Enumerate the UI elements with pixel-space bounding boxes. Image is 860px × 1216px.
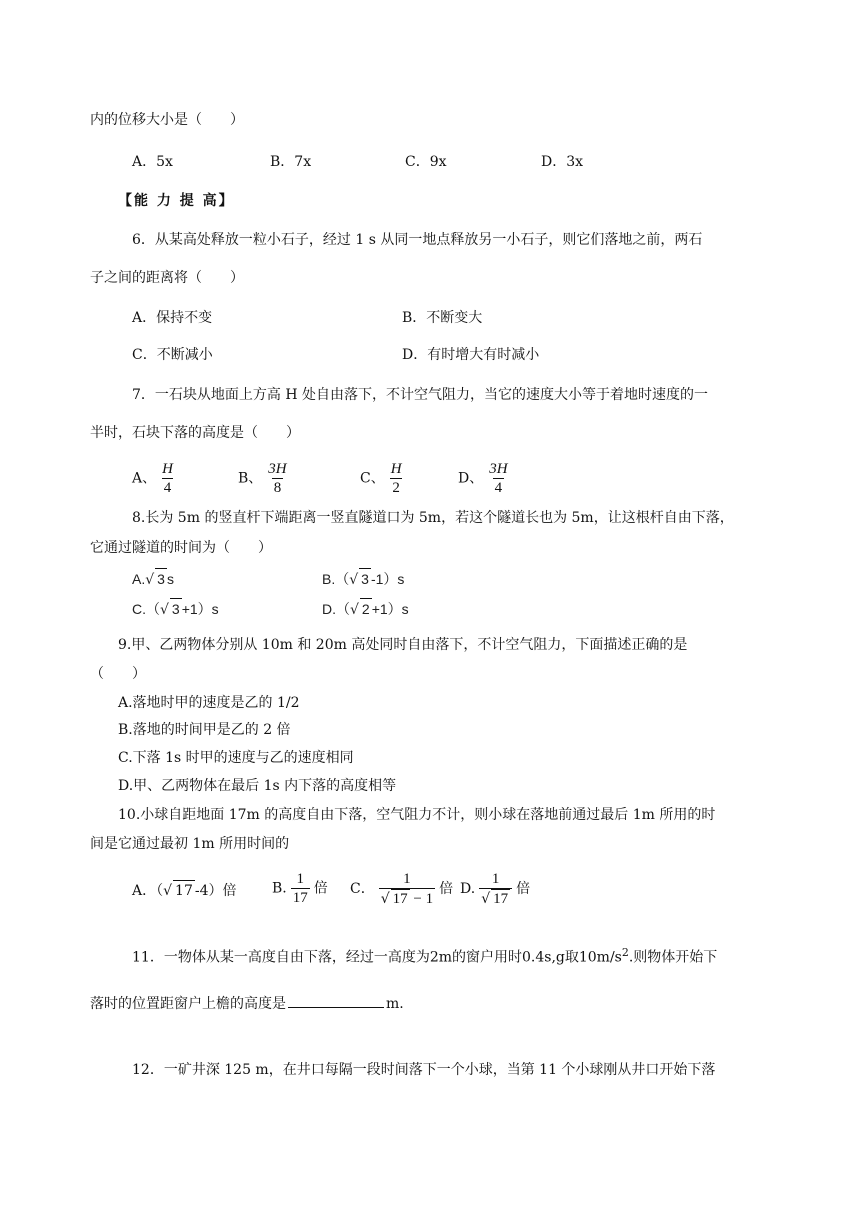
radical-sign-icon: √ [481,891,491,907]
q9-option-a: A.落地时甲的速度是乙的 1/2 [118,695,300,711]
radical-sign-icon: √ [349,572,359,588]
q8-option-d: D.（√ 2 +1）s [322,598,409,620]
fraction: $\frac{1}{17}$ [292,871,308,906]
q10-option-d: D. $\frac{1}{√ 17}$ 倍 [460,871,531,907]
q8-line-1: 8.长为 5m 的竖直杆下端距离一竖直隧道口为 5m，若这个隧道长也为 5m，让这根杆自由下落， [132,510,734,526]
fraction: $\frac{H}{4}$ [162,461,173,496]
answer-blank[interactable] [288,993,384,1008]
q7-option-d: D、 $\frac{3H}{4}$ [458,461,508,496]
q6-option-b: B．不断变大 [402,310,483,326]
q9-option-d: D.甲、乙两物体在最后 1s 内下落的高度相等 [118,778,397,794]
q6-line-1: 6．从某高处释放一粒小石子，经过 1 s 从同一地点释放另一小石子，则它们落地之前，两石 [132,232,703,248]
radical-sign-icon: √ [350,602,359,618]
q12-line-1: 12．一矿井深 125 m，在井口每隔一段时间落下一个小球，当第 11 个小球刚从井口开始下落 [132,1062,716,1078]
q7-option-b: B、 $\frac{3H}{8}$ [238,461,287,496]
q9-line-1: 9.甲、乙两物体分别从 10m 和 20m 高处同时自由落下，不计空气阻力，下面描述正确的是 [118,637,688,653]
q8-option-b: B.（√ 3 -1）s [322,568,404,590]
q8-option-a: A.√ 3 s [132,568,174,590]
q5-tail-text: 内的位移大小是（ ） [90,112,244,128]
fraction: $\frac{H}{2}$ [390,461,402,496]
q7-option-a: A、 $\frac{H}{4}$ [132,461,173,496]
q6-option-a: A．保持不变 [132,310,213,326]
q9-option-b: B.落地的时间甲是乙的 2 倍 [118,722,291,738]
q10-line-1: 10.小球自距地面 17m 的高度自由下落，空气阻力不计，则小球在落地前通过最后 1m 所用的时 [118,807,716,823]
q6-option-d: D．有时增大有时减小 [402,347,540,363]
q11-line-1: 11．一物体从某一高度自由下落，经过一高度为2m的窗户用时0.4s,g取$10m/s^2$.则物体开始下 [132,946,718,966]
q5-option-d: D．3x [541,154,584,170]
q7-line-2: 半时，石块下落的高度是（ ） [90,425,300,441]
fraction: $\frac{3H}{8}$ [268,461,287,496]
q7-option-c: C、 $\frac{H}{2}$ [360,461,402,496]
q11-line-2: 落时的位置距窗户上檐的高度是 m. [90,993,404,1014]
q5-option-a: A．5x [132,154,173,170]
q10-option-a: A．（√ 17 -4）倍 [132,880,237,901]
q6-option-c: C．不断减小 [132,347,213,363]
q10-option-c: C． $\frac{1}{√ 17 - 1}$ 倍 [350,871,454,907]
q9-line-2: （ ） [90,666,146,682]
q8-line-2: 它通过隧道的时间为（ ） [90,540,272,556]
section-heading: 【能 力 提 高】 [118,193,235,209]
fraction: $\frac{1}{√ 17}$ [479,870,512,908]
q8-option-c: C.（√ 3 +1）s [132,598,219,620]
q10-option-b: B. $\frac{1}{17}$ 倍 [272,871,328,906]
radical-sign-icon: √ [160,602,169,618]
radical-sign-icon: √ [145,572,155,588]
q6-line-2: 子之间的距离将（ ） [90,270,244,286]
radical-sign-icon: √ [380,891,390,907]
q5-option-b: B．7x [270,154,312,170]
fraction: $\frac{3H}{4}$ [489,461,508,496]
q10-line-2: 间是它通过最初 1m 所用时间的 [90,836,290,852]
radical-sign-icon: √ [163,883,173,899]
q7-line-1: 7．一石块从地面上方高 H 处自由落下，不计空气阻力，当它的速度大小等于着地时速度的一 [132,387,709,403]
fraction: $\frac{1}{√ 17 - 1}$ [380,871,434,907]
q5-option-c: C．9x [405,154,447,170]
q9-option-c: C.下落 1s 时甲的速度与乙的速度相同 [118,750,354,766]
